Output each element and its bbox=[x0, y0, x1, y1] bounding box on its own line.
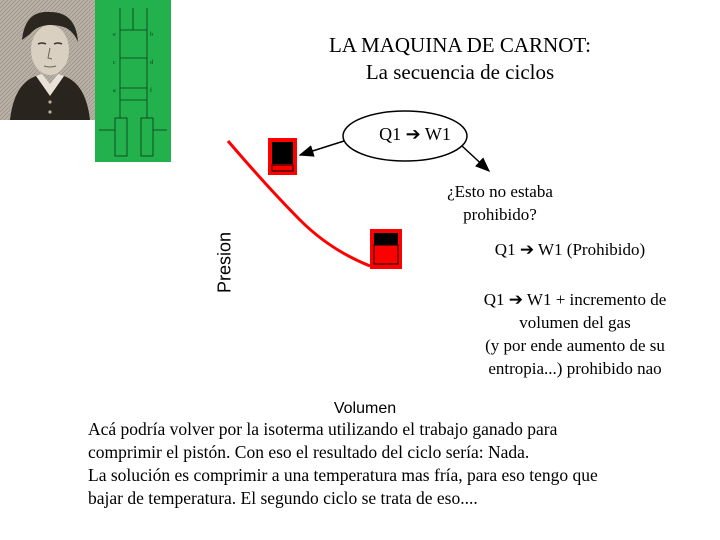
svg-text:e: e bbox=[113, 32, 116, 38]
isotherm-curve bbox=[228, 141, 370, 266]
explanation-line-1: Q1 ➔ W1 + incremento de bbox=[483, 290, 667, 309]
body-line-1: Acá podría volver por la isoterma utilizando el trabajo ganado para bbox=[88, 419, 558, 439]
body-paragraph bbox=[88, 418, 688, 510]
title-line-2: La secuencia de ciclos bbox=[365, 60, 555, 84]
body-line-2: comprimir el pistón. Con eso el resultado del ciclo sería: Nada. bbox=[88, 442, 530, 462]
svg-text:d: d bbox=[150, 60, 153, 66]
body-line-3: La solución es comprimir a una temperatura mas fría, para eso tengo que bbox=[88, 465, 598, 485]
prohibited-label: Q1 ➔ W1 (Prohibido) bbox=[494, 240, 646, 259]
question-line-1: ¿Esto no estaba bbox=[447, 182, 553, 201]
x-axis-label: Volumen bbox=[333, 400, 397, 417]
explanation-line-4: entropia...) prohibido nao bbox=[488, 359, 662, 378]
svg-text:b: b bbox=[150, 32, 153, 38]
title-line-1: LA MAQUINA DE CARNOT: bbox=[328, 33, 592, 57]
cylinder-compressed bbox=[268, 138, 297, 175]
svg-text:c: c bbox=[113, 60, 116, 66]
cylinder-expanded bbox=[370, 229, 402, 269]
svg-text:f: f bbox=[150, 88, 152, 94]
arrow-to-cylinder bbox=[300, 141, 344, 155]
explanation-line-3: (y por ende aumento de su bbox=[485, 336, 665, 355]
explanation-line-2: volumen del gas bbox=[519, 313, 631, 332]
arrow-to-question bbox=[462, 146, 489, 171]
question-text bbox=[410, 180, 590, 226]
question-line-2: prohibido? bbox=[463, 205, 537, 224]
svg-text:a: a bbox=[113, 88, 116, 94]
explanation-text bbox=[440, 288, 710, 380]
process-label: Q1 ➔ W1 bbox=[379, 124, 451, 144]
body-line-4: bajar de temperatura. El segundo ciclo se trata de eso.... bbox=[88, 488, 478, 508]
y-axis-label: Presion bbox=[214, 231, 235, 294]
